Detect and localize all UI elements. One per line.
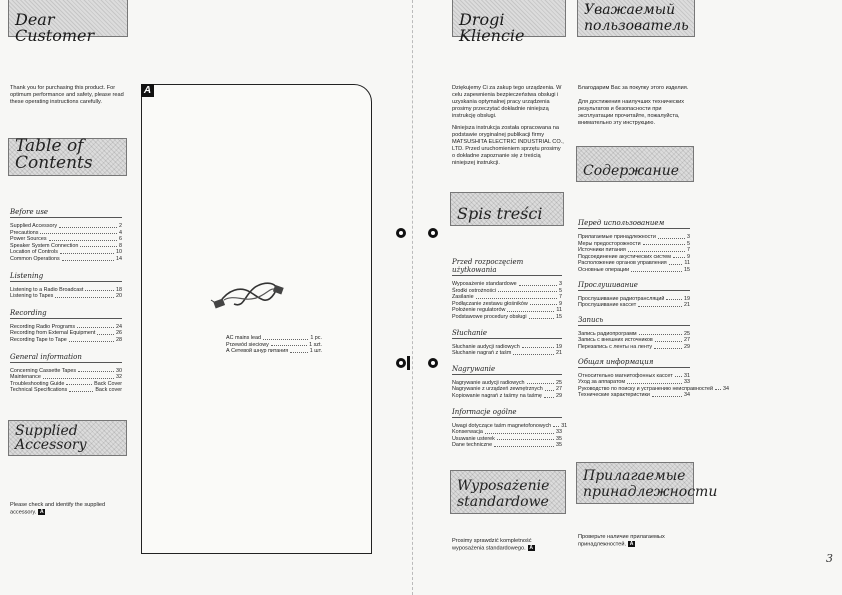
toc-leader-dots — [658, 238, 685, 239]
toc-entry[interactable] — [452, 294, 562, 301]
toc-leader-dots — [60, 253, 114, 254]
binding-tab — [407, 356, 410, 370]
toc-entry-label: Precautions — [10, 229, 39, 236]
toc-leader-dots — [498, 291, 557, 292]
toc-entry-page: 29 — [684, 343, 690, 350]
accessory-label: AC mains lead — [226, 335, 262, 341]
toc-entry[interactable] — [452, 281, 562, 288]
toc-entry[interactable] — [452, 314, 562, 321]
toc-leader-dots — [673, 257, 685, 258]
toc-entry-label: Podłączanie zestawu głośników — [452, 300, 528, 307]
toc-entry-page: 15 — [556, 313, 562, 320]
toc-entry-label: Podstawowe procedury obsługi — [452, 313, 527, 320]
polish-intro-1: Dziękujemy Ci za zakup tego urządzenia. W celu zapewnienia bezpieczeństwa obsługi i uzyskania optymalnej pracy urządzenia prosimy przeczytać dokładnie niniejszą instrukcję obsługi. — [452, 85, 562, 119]
toc-entry-page: 25 — [556, 379, 562, 386]
toc-leader-dots — [69, 391, 93, 392]
toc-entry[interactable] — [578, 254, 690, 261]
toc-leader-dots — [80, 246, 117, 247]
supplied-text — [10, 502, 125, 516]
toc-entry-page: 10 — [116, 249, 122, 256]
toc-entry-label: Location of Controls — [10, 249, 58, 256]
toc-entry-label: Power Sources — [10, 236, 47, 243]
binding-hole — [396, 358, 406, 368]
toc-entry[interactable] — [578, 331, 690, 338]
toc-leader-dots — [77, 327, 114, 328]
polish-supplied-text-body: Prosimy sprawdzić kompletność wyposażenia standardowego. — [452, 538, 532, 552]
toc-entry[interactable] — [452, 380, 562, 387]
toc-entry-page: 15 — [684, 266, 690, 273]
toc-section-title: General information — [10, 353, 122, 363]
accessory-row — [226, 335, 322, 342]
toc-entry-page: 21 — [684, 302, 690, 309]
accessory-quantity: 1 pc. — [310, 335, 322, 341]
toc-entry-page: 2 — [119, 223, 122, 229]
supplied-title: Supplied Accessory — [15, 423, 87, 453]
toc-entry-page: 35 — [556, 435, 562, 442]
toc-entry-page: 14 — [116, 255, 122, 262]
toc-entry-label: Nagrywanie z urządzeń zewnętrznych — [452, 386, 543, 393]
toc-entry[interactable] — [10, 387, 122, 394]
toc-entry[interactable] — [10, 293, 122, 300]
toc-entry[interactable] — [578, 247, 690, 254]
toc-entry[interactable] — [578, 385, 730, 393]
accessory-quantity: 1 szt. — [309, 341, 322, 348]
accessory-label: Przewód sieciowy — [226, 341, 269, 348]
toc-entry-label: Common Operations — [10, 255, 60, 262]
toc-leader-dots — [519, 285, 557, 286]
toc-entry-page: 18 — [116, 286, 122, 293]
toc-section-title: Informacje ogólne — [452, 408, 562, 418]
supplied-text-body: Please check and identify the supplied accessory. — [10, 502, 106, 516]
toc-section — [578, 316, 690, 351]
toc-entry-page: 4 — [119, 229, 122, 236]
toc-entry-label: Technical Specifications — [10, 387, 68, 394]
toc-entry-page: 7 — [559, 294, 562, 301]
toc-entry[interactable] — [452, 429, 562, 436]
accessory-leader-dots — [271, 345, 307, 346]
toc-leader-dots — [715, 389, 721, 390]
toc-leader-dots — [49, 240, 117, 241]
toc-entry-label: Прилагаемые принадлежности — [578, 234, 656, 240]
toc-leader-dots — [55, 297, 114, 298]
accessory-list — [226, 335, 322, 355]
toc-section — [10, 272, 122, 300]
toc-entry-label: Listening to Tapes — [10, 293, 54, 300]
toc-leader-dots — [553, 426, 559, 427]
toc-leader-dots — [527, 383, 554, 384]
toc-leader-dots — [85, 290, 114, 291]
toc-entry[interactable] — [10, 287, 122, 294]
toc-entry-label: Wyposażenie standardowe — [452, 281, 517, 287]
toc-leader-dots — [529, 318, 554, 319]
dear-customer-title: Dear Customer — [15, 10, 95, 45]
dear-customer-banner — [8, 0, 128, 45]
toc-entry-page: 27 — [556, 386, 562, 393]
toc-entry-page: 31 — [561, 422, 568, 429]
toc-entry-label: Перезапись с ленты на ленту — [578, 343, 653, 350]
toc-entry[interactable] — [578, 302, 690, 309]
toc-entry-page: 25 — [684, 330, 690, 337]
intro-text: Thank you for purchasing this product. For optimum performance and safety, please read these operating instructions carefully. — [10, 85, 124, 105]
toc-entry-page: 32 — [116, 374, 122, 381]
toc-entry-page: Back cover — [95, 387, 122, 394]
toc-leader-dots — [544, 397, 554, 398]
toc-entry[interactable] — [578, 392, 690, 399]
russian-supplied-banner — [576, 462, 718, 504]
toc-entry-label: Подсоединение акустических систем — [578, 253, 671, 260]
toc-entry-label: Уход за аппаратом — [578, 379, 626, 386]
toc-leader-dots — [69, 341, 114, 342]
toc-leader-dots — [494, 446, 554, 447]
toc-entry[interactable] — [452, 422, 568, 430]
toc-entry-page: 9 — [687, 253, 690, 260]
polish-table-of-contents — [452, 258, 568, 457]
russian-title-banner — [577, 0, 695, 37]
polish-title: Drogi Kliencie — [459, 10, 525, 45]
toc-leader-dots — [545, 390, 554, 391]
toc-leader-dots — [485, 433, 554, 434]
toc-section — [10, 353, 122, 394]
toc-section — [452, 329, 562, 357]
toc-leader-dots — [66, 384, 92, 385]
toc-entry-label: Uwagi dotyczące taśm magnetofonowych — [452, 422, 552, 429]
toc-leader-dots — [627, 383, 682, 384]
toc-entry-page: 34 — [684, 392, 690, 399]
toc-entry-page: 34 — [723, 385, 730, 392]
toc-leader-dots — [628, 251, 685, 252]
toc-entry[interactable] — [452, 344, 562, 351]
toc-entry-page: 30 — [116, 367, 122, 374]
toc-entry-page: 5 — [559, 287, 562, 294]
toc-entry-label: Supplied Accessory — [10, 223, 58, 229]
toc-entry-label: Recording Radio Programs — [10, 323, 76, 330]
polish-supplied-title: Wyposażenie standardowe — [457, 478, 550, 510]
toc-leader-dots — [666, 299, 682, 300]
toc-entry-page: 5 — [687, 240, 690, 247]
toc-leader-dots — [40, 233, 117, 234]
binding-hole — [428, 228, 438, 238]
toc-section-title: Прослушивание — [578, 281, 690, 291]
toc-entry-page: 29 — [556, 392, 562, 399]
toc-entry-label: Concerning Cassette Tapes — [10, 367, 77, 374]
toc-entry-page: 27 — [684, 337, 690, 344]
russian-title: Уважаемый пользователь — [584, 2, 689, 35]
toc-entry-page: 35 — [556, 442, 562, 449]
toc-entry[interactable] — [578, 344, 690, 351]
russian-toc-title: Содержание — [583, 163, 680, 179]
polish-supplied-banner — [450, 470, 566, 514]
toc-leader-dots — [507, 311, 554, 312]
toc-entry[interactable] — [10, 381, 122, 388]
russian-table-of-contents — [578, 219, 730, 406]
toc-entry[interactable] — [452, 386, 562, 393]
russian-supplied-text — [578, 534, 690, 548]
toc-entry-page: 7 — [687, 247, 690, 254]
toc-entry[interactable] — [10, 243, 122, 250]
toc-entry[interactable] — [10, 337, 122, 344]
toc-entry-label: Usuwanie usterek — [452, 435, 495, 442]
toc-entry-label: Recording Tape to Tape — [10, 336, 67, 343]
toc-entry-label: Troubleshooting Guide — [10, 380, 65, 387]
polish-toc-banner — [450, 192, 564, 226]
toc-section-title: Przed rozpoczęciem użytkowania — [452, 258, 562, 276]
polish-supplied-text — [452, 538, 564, 552]
toc-entry-label: Maintenance — [10, 374, 41, 381]
toc-section — [10, 309, 122, 344]
toc-entry-label: Прослушивание кассет — [578, 302, 637, 309]
toc-entry[interactable] — [452, 288, 562, 295]
toc-leader-dots — [639, 334, 682, 335]
toc-entry[interactable] — [452, 436, 562, 443]
toc-entry-page: 20 — [116, 293, 122, 300]
toc-section-title: Recording — [10, 309, 122, 319]
toc-entry-label: Руководство по поиску и устранению неисправностей — [578, 385, 714, 392]
toc-entry[interactable] — [10, 368, 122, 375]
toc-section — [452, 365, 562, 400]
toc-entry[interactable] — [452, 393, 562, 400]
toc-entry[interactable] — [578, 296, 690, 303]
toc-section-title: Запись — [578, 316, 690, 326]
toc-section — [452, 258, 562, 321]
toc-entry-label: Технические характеристики — [578, 392, 650, 399]
toc-entry-label: Запись радиопрограмм — [578, 330, 637, 337]
toc-leader-dots — [654, 348, 682, 349]
toc-entry-label: Recording from External Equipment — [10, 330, 96, 337]
figure-a-reference: A — [40, 509, 44, 515]
toc-leader-dots — [631, 271, 682, 272]
toc-entry-label: Położenie regulatorów — [452, 307, 506, 314]
toc-entry[interactable] — [578, 379, 690, 386]
toc-entry[interactable] — [10, 324, 122, 331]
toc-entry[interactable] — [578, 260, 690, 267]
toc-entry[interactable] — [578, 373, 690, 380]
accessory-row — [226, 348, 322, 355]
toc-entry-page: 6 — [119, 236, 122, 243]
toc-section — [578, 357, 730, 399]
toc-entry-page: 24 — [116, 323, 122, 330]
toc-entry-page: 11 — [556, 307, 562, 314]
figure-a-panel — [141, 84, 372, 554]
figure-a-reference: A — [529, 545, 534, 551]
toc-entry-page: 33 — [556, 429, 562, 436]
toc-entry[interactable] — [452, 307, 562, 314]
toc-leader-dots — [643, 244, 685, 245]
toc-section — [578, 219, 690, 274]
toc-entry-page: 33 — [684, 379, 690, 386]
toc-entry[interactable] — [452, 301, 562, 308]
toc-leader-dots — [522, 347, 554, 348]
toc-entry-page: 19 — [556, 343, 562, 350]
toc-leader-dots — [652, 396, 682, 397]
supplied-banner — [8, 420, 127, 456]
toc-banner — [8, 138, 127, 176]
toc-entry[interactable] — [578, 267, 690, 274]
toc-entry-label: Запись с внешних источников — [578, 337, 653, 344]
accessory-label: А Сетевой шнур питания — [226, 348, 289, 355]
toc-entry[interactable] — [578, 337, 690, 344]
toc-section — [452, 407, 568, 449]
toc-entry-page: Back Cover — [94, 380, 122, 387]
toc-entry-label: Относительно магнитофонных кассет — [578, 372, 673, 379]
toc-entry-label: Источники питания — [578, 247, 626, 254]
toc-entry-page: 8 — [119, 242, 122, 249]
toc-entry-label: Środki ostrożności — [452, 287, 497, 294]
toc-entry[interactable] — [10, 330, 122, 337]
toc-section-title: Listening — [10, 272, 122, 282]
toc-entry-label: Расположение органов управления — [578, 260, 667, 267]
toc-entry[interactable] — [10, 256, 122, 263]
accessory-leader-dots — [263, 339, 308, 340]
toc-entry[interactable] — [452, 350, 562, 357]
polish-title-banner — [452, 0, 566, 45]
toc-leader-dots — [513, 354, 554, 355]
binding-hole — [396, 228, 406, 238]
toc-section-title: Before use — [10, 208, 122, 218]
toc-leader-dots — [638, 306, 682, 307]
polish-intro-2: Niniejsza instrukcja została opracowana na podstawie oryginalnej publikacji firmy MATSUSHITA ELECTRIC INDUSTRIAL CO., LTD. Przed uruchomieniem sprzętu prosimy o dokładne zapoznanie się z treścią niniejszej instrukcji. — [452, 125, 564, 166]
toc-entry-label: Zasilanie — [452, 294, 474, 301]
page-fold-line — [412, 0, 413, 595]
toc-entry-page: 26 — [116, 330, 122, 337]
toc-entry-label: Słuchanie audycji radiowych — [452, 343, 520, 350]
toc-entry-page: 3 — [687, 234, 690, 240]
toc-leader-dots — [97, 334, 114, 335]
toc-entry-label: Listening to a Radio Broadcast — [10, 286, 84, 293]
toc-section — [578, 281, 690, 309]
toc-section — [10, 208, 122, 263]
ac-mains-lead-illustration — [214, 272, 286, 316]
toc-section-title: Общая информация — [578, 358, 690, 368]
polish-toc-title: Spis treści — [457, 204, 543, 223]
toc-leader-dots — [675, 376, 682, 377]
binding-hole — [428, 358, 438, 368]
toc-entry-label: Dane techniczne — [452, 442, 493, 449]
toc-entry[interactable] — [10, 236, 122, 243]
toc-entry-label: Kopiowanie nagrań z taśmy na taśmę — [452, 392, 542, 399]
toc-leader-dots — [62, 260, 114, 261]
toc-leader-dots — [655, 341, 682, 342]
toc-entry-label: Słuchanie nagrań z taśm — [452, 350, 512, 357]
toc-entry-page: 21 — [556, 350, 562, 357]
toc-entry[interactable] — [10, 230, 122, 237]
toc-entry-page: 31 — [684, 372, 690, 379]
toc-entry-label: Основные операции — [578, 266, 630, 273]
toc-entry-page: 9 — [559, 300, 562, 307]
toc-entry-label: Speaker System Connection — [10, 242, 79, 249]
toc-leader-dots — [669, 264, 683, 265]
toc-leader-dots — [530, 304, 557, 305]
russian-supplied-title: Прилагаемые принадлежности — [583, 468, 718, 500]
toc-leader-dots — [497, 439, 554, 440]
toc-entry[interactable] — [10, 249, 122, 256]
russian-intro-2: Для достижения наилучших технических результатов и безопасности при эксплуатации прочитайте, пожалуйста, внимательно эту инструкцию. — [578, 99, 685, 126]
toc-entry[interactable] — [452, 442, 562, 449]
table-of-contents — [10, 208, 122, 403]
toc-entry-label: Konserwacja — [452, 429, 483, 436]
accessory-quantity: 1 шт. — [309, 348, 322, 355]
russian-toc-banner — [576, 146, 694, 182]
figure-a-badge: A — [141, 84, 154, 97]
toc-section-title: Nagrywanie — [452, 365, 562, 375]
russian-intro-1: Благодарим Вас за покупку этого изделия. — [578, 85, 689, 91]
toc-section-title: Перед использованием — [578, 219, 690, 229]
page-number: 3 — [826, 552, 833, 565]
toc-entry-label: Меры предосторожности — [578, 240, 641, 247]
toc-leader-dots — [59, 227, 117, 228]
toc-leader-dots — [476, 298, 557, 299]
toc-leader-dots — [78, 371, 114, 372]
toc-entry-label: Nagrywanie audycji radiowych — [452, 379, 525, 386]
toc-entry[interactable] — [578, 241, 690, 248]
toc-entry[interactable] — [10, 223, 122, 230]
figure-a-reference: A — [629, 541, 634, 547]
toc-entry-page: 19 — [684, 295, 690, 302]
toc-entry-page: 28 — [116, 336, 122, 343]
accessory-leader-dots — [290, 352, 308, 353]
toc-title: Table of Contents — [15, 136, 93, 173]
toc-entry-page: 11 — [684, 260, 690, 267]
toc-entry[interactable] — [10, 374, 122, 381]
toc-section-title: Słuchanie — [452, 329, 562, 339]
toc-entry-label: Прослушивание радиотрансляций — [578, 295, 665, 302]
toc-entry-page: 3 — [559, 281, 562, 287]
toc-entry[interactable] — [578, 234, 690, 241]
toc-leader-dots — [43, 378, 114, 379]
russian-supplied-text-body: Проверьте наличие прилагаемых принадлежностей. — [578, 534, 665, 548]
